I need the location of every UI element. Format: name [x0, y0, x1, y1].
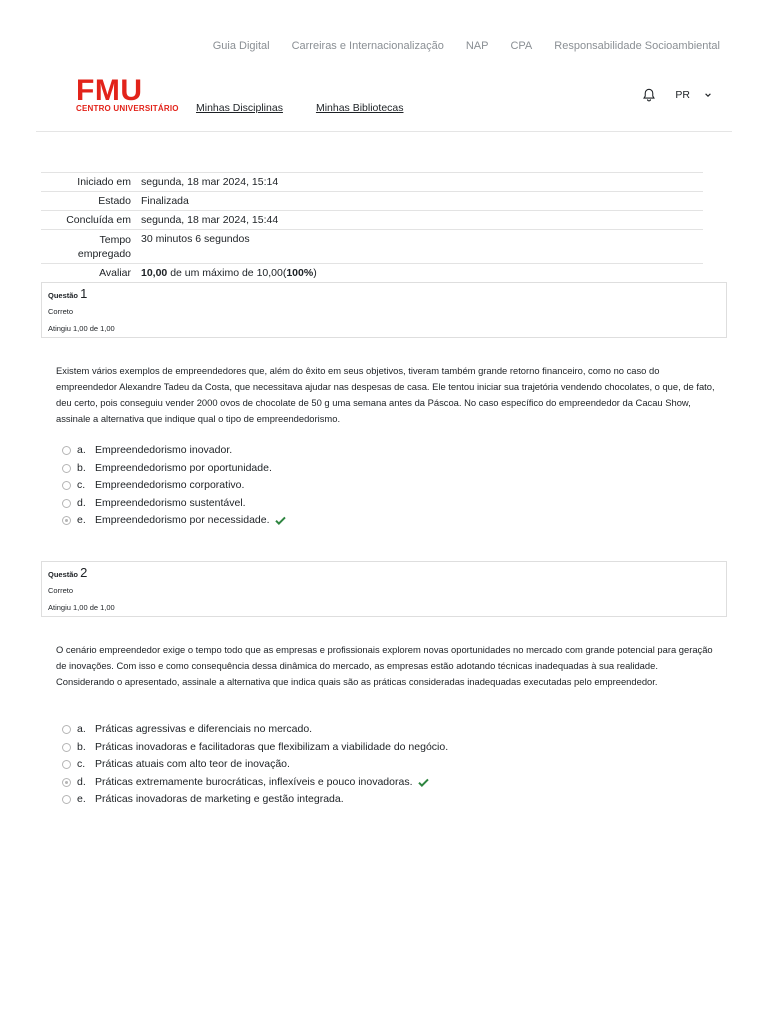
summary-label: Iniciado em — [77, 176, 131, 188]
answer-text: Práticas agressivas e diferenciais no mercado. — [95, 723, 313, 735]
answer-option[interactable] — [62, 495, 286, 513]
language-menu[interactable] — [675, 89, 712, 101]
bell-icon[interactable] — [642, 88, 656, 102]
answer-letter: e. — [77, 793, 86, 805]
link-responsabilidade[interactable]: Responsabilidade Socioambiental — [554, 40, 720, 52]
summary-value: segunda, 18 mar 2024, 15:44 — [141, 214, 279, 226]
radio-button-checked[interactable] — [62, 516, 71, 525]
check-icon — [418, 778, 429, 787]
answer-option[interactable] — [62, 442, 286, 460]
question-text: Existem vários exemplos de empreendedores que, além do êxito em seus objetivos, tiveram também grande retorno financeiro, como no caso do empreendedor Alexandre Tadeu da Costa, que necessitava ajudar nas despesas de casa. Ele tentou iniciar sua trajetória vendendo chocolates, o que, de fato, deu certo, pois conseguiu vender 2000 ovos de chocolate de 50 g uma semana antes da Páscoa. No caso específico do empreendedor da Cacau Show, assinale a alternativa que indique qual o tipo de empreendedorismo. — [56, 365, 715, 424]
answer-option[interactable] — [62, 477, 286, 495]
nav-minhas-bibliotecas[interactable]: Minhas Bibliotecas — [315, 102, 404, 114]
question-info — [41, 282, 727, 338]
answer-letter: c. — [77, 479, 86, 491]
summary-label: Estado — [98, 195, 131, 207]
language-label: PR — [675, 89, 690, 101]
main-nav — [196, 102, 404, 114]
answer-letter: b. — [77, 740, 86, 753]
answer-letter: a. — [77, 444, 86, 456]
summary-row-started — [41, 173, 703, 192]
link-guia-digital[interactable]: Guia Digital — [212, 40, 270, 52]
radio-button[interactable] — [62, 725, 71, 734]
summary-row-grade — [41, 264, 703, 283]
radio-button[interactable] — [62, 464, 71, 473]
radio-button[interactable] — [62, 446, 71, 455]
radio-button[interactable] — [62, 481, 71, 490]
nav-minhas-disciplinas[interactable]: Minhas Disciplinas — [196, 102, 283, 114]
answer-text: Práticas inovadoras de marketing e gestão integrada. — [95, 793, 344, 805]
summary-label: Avaliar — [99, 267, 131, 279]
answer-list — [62, 721, 448, 809]
summary-row-state — [41, 192, 703, 211]
fmu-logo[interactable] — [76, 74, 179, 114]
question-state: Correto — [48, 307, 74, 316]
answer-text: Empreendedorismo sustentável. — [95, 496, 246, 509]
question-number — [48, 566, 720, 582]
answer-letter: e. — [77, 514, 86, 526]
summary-label: Concluída em — [66, 214, 131, 226]
grade-close: ) — [313, 267, 317, 279]
summary-label — [41, 230, 141, 264]
answer-option-selected[interactable] — [62, 774, 448, 792]
check-icon — [275, 516, 286, 525]
link-cpa[interactable]: CPA — [510, 40, 533, 52]
answer-text: Empreendedorismo inovador. — [95, 444, 233, 456]
answer-letter: c. — [77, 758, 86, 770]
summary-value — [141, 264, 703, 283]
radio-button[interactable] — [62, 760, 71, 769]
link-carreiras[interactable]: Carreiras e Internacionalização — [291, 40, 444, 52]
question-text: O cenário empreendedor exige o tempo todo que as empresas e profissionais explorem novas oportunidades no mercado com grande potencial para geração de inovações. Com isso e como consequência dessa dinâmica do mercado, as empresas estão adotando técnicas inadequadas à sua realidade. Considerando o apresentado, assinale a alternativa que indica quais são as práticas consideradas inadequadas executadas pelo empreendedor. — [56, 644, 713, 687]
summary-row-time — [41, 230, 703, 264]
chevron-down-icon — [704, 91, 712, 99]
radio-button-checked[interactable] — [62, 778, 71, 787]
answer-text: Empreendedorismo por oportunidade. — [95, 461, 272, 474]
question-state: Correto — [48, 586, 74, 595]
link-nap[interactable]: NAP — [465, 40, 489, 52]
answer-option[interactable] — [62, 739, 448, 757]
site-header — [76, 74, 720, 118]
radio-button[interactable] — [62, 499, 71, 508]
question-grade: Atingiu 1,00 de 1,00 — [48, 324, 115, 333]
question-label: Questão — [48, 291, 79, 300]
answer-option[interactable] — [62, 460, 286, 478]
top-utility-nav — [213, 40, 720, 52]
answer-option[interactable] — [62, 756, 448, 774]
summary-label-line: Tempo — [99, 234, 131, 246]
answer-text: Práticas inovadoras e facilitadoras que flexibilizam a viabilidade do negócio. — [95, 740, 449, 753]
header-divider — [36, 131, 732, 132]
question-label: Questão — [48, 570, 79, 579]
summary-value: 30 minutos 6 segundos — [141, 233, 250, 245]
summary-label-line: empregado — [77, 248, 131, 260]
answer-letter: a. — [77, 723, 86, 735]
answer-text: Empreendedorismo por necessidade. — [95, 514, 270, 526]
answer-letter: d. — [77, 496, 86, 509]
summary-value: segunda, 18 mar 2024, 15:14 — [141, 176, 279, 188]
answer-text: Práticas extremamente burocráticas, inflexíveis e pouco inovadoras. — [95, 775, 413, 788]
attempt-summary — [41, 172, 703, 283]
radio-button[interactable] — [62, 743, 71, 752]
answer-letter: d. — [77, 775, 86, 788]
answer-option[interactable] — [62, 791, 448, 809]
summary-row-completed — [41, 211, 703, 230]
grade-percent: 100% — [286, 267, 314, 279]
summary-value: Finalizada — [141, 195, 189, 207]
answer-list — [62, 442, 286, 530]
grade-score: 10,00 — [141, 267, 168, 279]
answer-text: Empreendedorismo corporativo. — [95, 479, 245, 491]
grade-max: de um máximo de 10,00( — [167, 267, 287, 279]
question-number-value: 1 — [80, 286, 88, 301]
question-number — [48, 287, 720, 303]
answer-text: Práticas atuais com alto teor de inovação. — [95, 758, 290, 770]
answer-option[interactable] — [62, 721, 448, 739]
question-number-value: 2 — [80, 565, 88, 580]
answer-letter: b. — [77, 461, 86, 474]
question-grade: Atingiu 1,00 de 1,00 — [48, 603, 115, 612]
answer-option-selected[interactable] — [62, 512, 286, 530]
radio-button[interactable] — [62, 795, 71, 804]
logo-subtitle: CENTRO UNIVERSITÁRIO — [76, 104, 179, 113]
question-info — [41, 561, 727, 617]
logo-wordmark: FMU — [76, 74, 143, 107]
